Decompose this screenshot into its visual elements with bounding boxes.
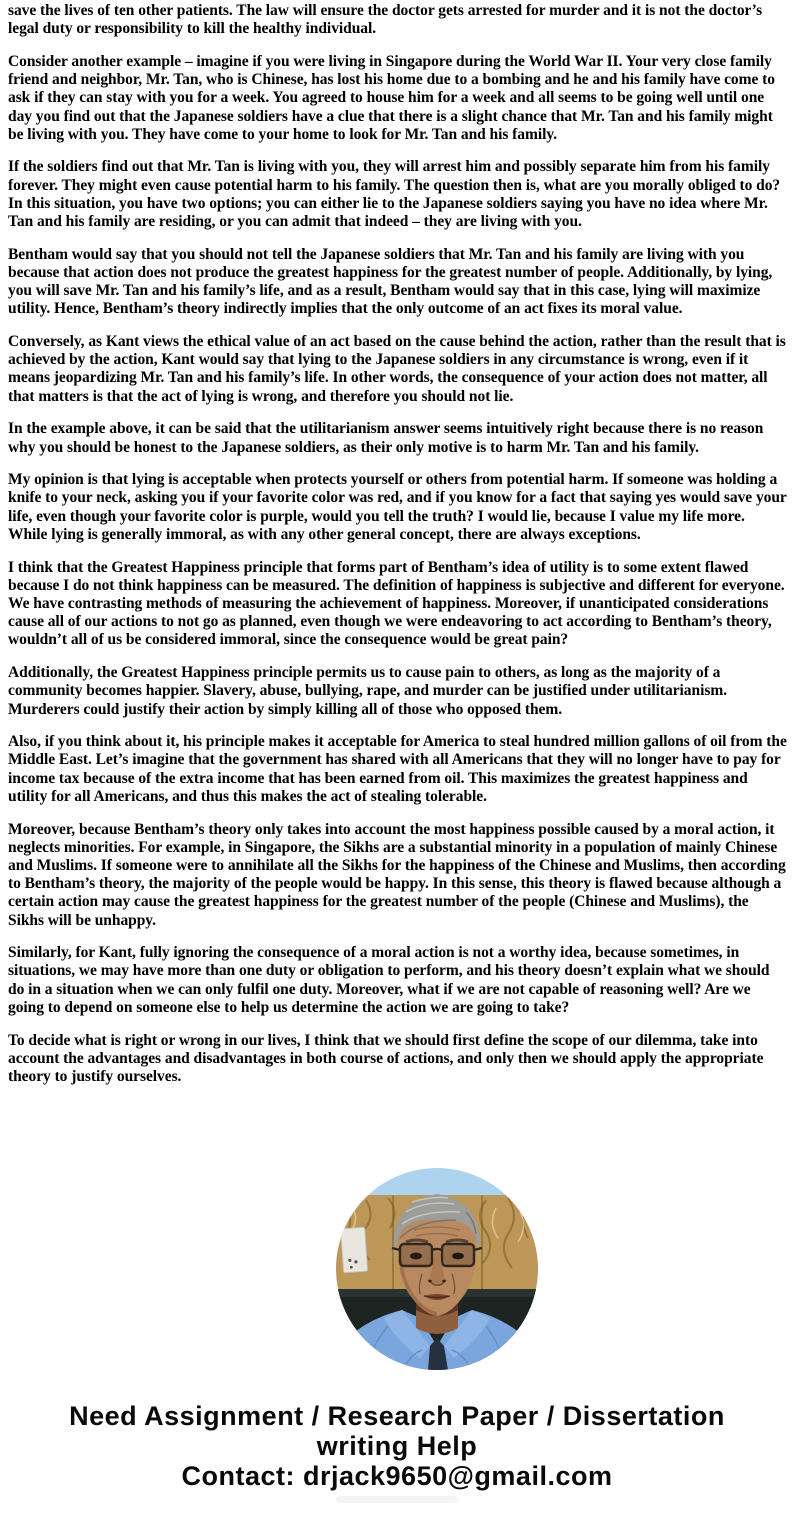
profile-photo bbox=[336, 1168, 538, 1370]
essay-paragraph: Additionally, the Greatest Happiness principle permits us to cause pain to others, as long as the majority of a community becomes happier. Slavery, abuse, bullying, rape, and murder can be justified under utilitarianism. Murderers could justify their action by simply killing all of those who opposed them. bbox=[8, 664, 727, 718]
photo-nostril-right bbox=[442, 1280, 446, 1282]
essay-paragraph: In the example above, it can be said that the utilitarianism answer seems intuitively right because there is no reason why you should be honest to the Japanese soldiers, as their only motive is to harm Mr. Tan and his family. bbox=[8, 420, 764, 456]
essay-paragraph: Conversely, as Kant views the ethical value of an act based on the cause behind the action, rather than the result that is achieved by the action, Kant would say that lying to the Japanese soldiers in any circumstance is wrong, even if it means jeopardizing Mr. Tan and his family’s life. In other words, the consequence of your action does not matter, all that matters is that the act of lying is wrong, and therefore you should not lie. bbox=[8, 333, 786, 405]
photo-eye-right bbox=[452, 1253, 464, 1260]
essay-text bbox=[8, 2, 787, 1101]
essay-paragraph: I think that the Greatest Happiness principle that forms part of Bentham’s idea of utility is to some extent flawed because I do not think happiness can be measured. The definition of happiness is subjective and different for everyone. We have contrasting methods of measuring the achievement of happiness. Moreover, if unanticipated considerations cause all of our actions to not go as planned, even though we were endeavoring to act according to Bentham’s theory, wouldn’t all of us be considered immoral, since the consequence would be great pain? bbox=[8, 558, 785, 649]
essay-paragraph: Bentham would say that you should not tell the Japanese soldiers that Mr. Tan and his family are living with you because that action does not produce the greatest happiness for the greatest number of people. Additionally, by lying, you will save Mr. Tan and his family’s life, and as a result, Bentham would say that in this case, lying will maximize utility. Hence, Bentham’s theory indirectly implies that the only outcome of an act fixes its moral value. bbox=[8, 245, 773, 318]
advert-contact: Contact: drjack9650@gmail.com bbox=[181, 1461, 613, 1491]
profile-photo-illustration bbox=[336, 1168, 538, 1370]
essay-paragraph: My opinion is that lying is acceptable when protects yourself or others from potential harm. If someone was holding a knife to your neck, asking you if your favorite color was red, and if you know for a fact that saying yes would save your life, even though your favorite color is purple, would you tell the truth? I would lie, because I value my life more. While lying is generally immoral, as with any other general concept, there are always exceptions. bbox=[8, 471, 787, 543]
essay-paragraph: If the soldiers find out that Mr. Tan is living with you, they will arrest him and possibly separate him from his family forever. They might even cause potential harm to his family. The question then is, what are you morally obliged to do? In this situation, you have two options; you can either lie to the Japanese soldiers saying you have no idea where Mr. Tan and his family are residing, or you can admit that indeed – they are living with you. bbox=[8, 158, 781, 231]
photo-nostril-left bbox=[428, 1280, 432, 1282]
essay-paragraph: Similarly, for Kant, fully ignoring the consequence of a moral action is not a worthy idea, because sometimes, in situations, we may have more than one duty or obligation to perform, and his theory doesn’t explain what we should do in a situation when we can only fulfil one duty. Moreover, what if we are not capable of reasoning well? Are we going to depend on someone else to help us determine the action we are going to take? bbox=[8, 944, 770, 1016]
advert-footer bbox=[0, 1401, 794, 1491]
faint-smudge bbox=[336, 1496, 458, 1503]
essay-paragraph: save the lives of ten other patients. The law will ensure the doctor gets arrested for murder and it is not the doctor’s legal duty or responsibility to kill the healthy individual. bbox=[8, 2, 763, 38]
essay-paragraph: To decide what is right or wrong in our lives, I think that we should first define the scope of our dilemma, take into account the advantages and disadvantages in both course of actions, and only then we should apply the appropriate theory to justify ourselves. bbox=[8, 1031, 764, 1085]
photo-eye-left bbox=[410, 1253, 422, 1260]
photo-switch-panel bbox=[341, 1227, 368, 1273]
essay-paragraph: Also, if you think about it, his principle makes it acceptable for America to steal hundred million gallons of oil from the Middle East. Let’s imagine that the government has shared with all Americans that they will no longer have to pay for income tax because of the extra income that has been earned from oil. This maximizes the greatest happiness and utility for all Americans, and thus this makes the act of stealing tolerable. bbox=[8, 733, 787, 805]
essay-paragraph: Moreover, because Bentham’s theory only takes into account the most happiness possible caused by a moral action, it neglects minorities. For example, in Singapore, the Sikhs are a substantial minority in a population of mainly Chinese and Muslims. If someone were to annihilate all the Sikhs for the happiness of the Chinese and Muslims, then according to Bentham’s theory, the majority of the people would be happy. In this sense, this theory is flawed because although a certain action may cause the greatest happiness for the greatest number of the people (Chinese and Muslims), the Sikhs will be unhappy. bbox=[8, 820, 786, 929]
essay-paragraph: Consider another example – imagine if you were living in Singapore during the World War II. Your very close family friend and neighbor, Mr. Tan, who is Chinese, has lost his home due to a bombing and he and his family have come to ask if they can stay with you for a week. You agreed to house him for a week and all seems to be going well until one day you find out that the Japanese soldiers have a clue that there is a slight chance that Mr. Tan and his family might be living with you. They have come to your home to look for Mr. Tan and his family. bbox=[8, 52, 775, 143]
advert-heading-line2: writing Help bbox=[316, 1431, 478, 1461]
advert-heading-line1: Need Assignment / Research Paper / Dissertation bbox=[69, 1401, 725, 1431]
